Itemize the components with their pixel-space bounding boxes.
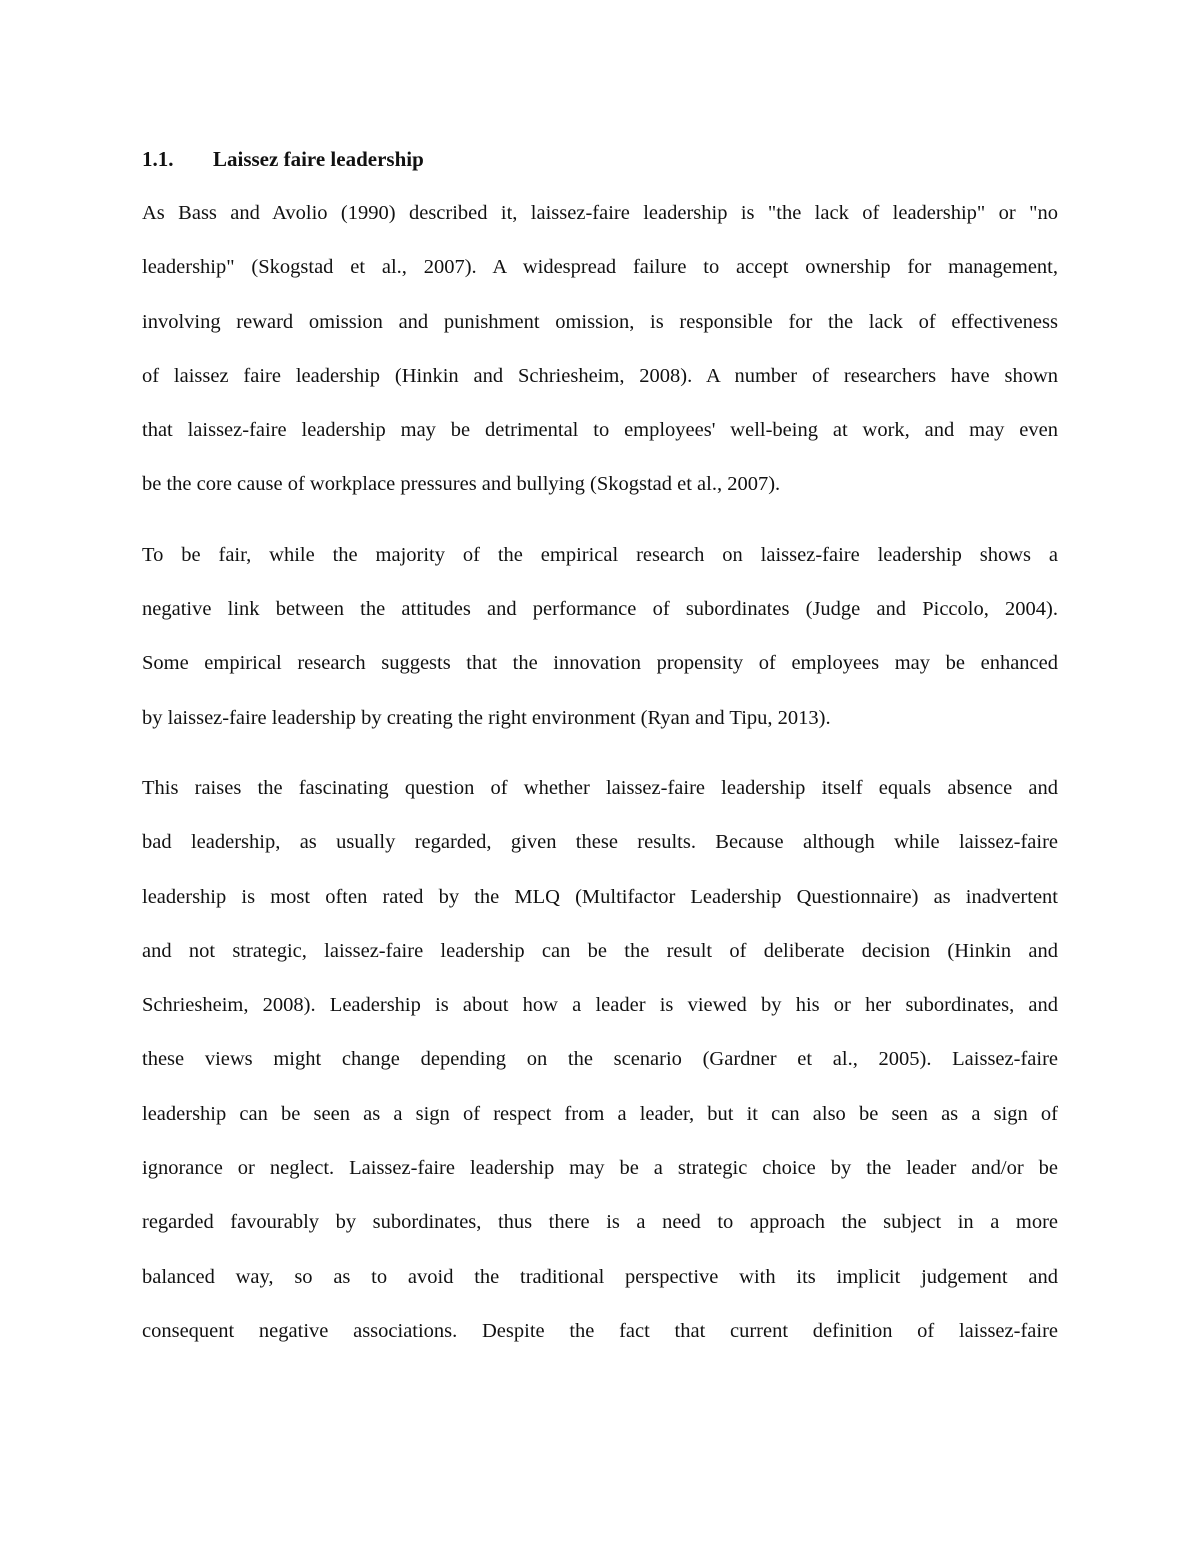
text-line: Some empirical research suggests that the innovation propensity of employees may be enhanced: [142, 652, 1058, 675]
text-line: Schriesheim, 2008). Leadership is about how a leader is viewed by his or her subordinates, and: [142, 994, 1058, 1017]
text-line: bad leadership, as usually regarded, given these results. Because although while laissez-faire: [142, 831, 1058, 854]
section-title: Laissez faire leadership: [213, 147, 424, 171]
text-line: This raises the fascinating question of whether laissez-faire leadership itself equals absence and: [142, 776, 1058, 799]
text-line: leadership" (Skogstad et al., 2007). A widespread failure to accept ownership for management,: [142, 256, 1058, 279]
paragraph-3: [142, 761, 1058, 1358]
text-line: ignorance or neglect. Laissez-faire leadership may be a strategic choice by the leader and/or be: [142, 1157, 1058, 1180]
text-line: be the core cause of workplace pressures and bullying (Skogstad et al., 2007).: [142, 473, 781, 496]
body-text: [142, 186, 1058, 1358]
text-line: consequent negative associations. Despite the fact that current definition of laissez-faire: [142, 1319, 1058, 1342]
paragraph-1: [142, 186, 1058, 512]
text-line: that laissez-faire leadership may be detrimental to employees' well-being at work, and may even: [142, 419, 1058, 442]
text-line: these views might change depending on the scenario (Gardner et al., 2005). Laissez-faire: [142, 1048, 1058, 1071]
text-line: involving reward omission and punishment omission, is responsible for the lack of effectiveness: [142, 310, 1058, 333]
text-line: by laissez-faire leadership by creating the right environment (Ryan and Tipu, 2013).: [142, 706, 831, 729]
section-number: 1.1.: [142, 147, 174, 171]
paragraph-2: [142, 528, 1058, 745]
text-line: As Bass and Avolio (1990) described it, laissez-faire leadership is "the lack of leadership" or "no: [142, 202, 1058, 224]
text-line: of laissez faire leadership (Hinkin and Schriesheim, 2008). A number of researchers have shown: [142, 364, 1058, 387]
text-line: To be fair, while the majority of the empirical research on laissez-faire leadership shows a: [142, 543, 1058, 566]
text-line: regarded favourably by subordinates, thus there is a need to approach the subject in a more: [142, 1211, 1058, 1234]
text-line: leadership is most often rated by the MLQ (Multifactor Leadership Questionnaire) as inadvertent: [142, 885, 1058, 908]
text-line: and not strategic, laissez-faire leadership can be the result of deliberate decision (Hinkin and: [142, 939, 1058, 962]
text-line: balanced way, so as to avoid the traditional perspective with its implicit judgement and: [142, 1265, 1058, 1288]
text-line: negative link between the attitudes and performance of subordinates (Judge and Piccolo, 2004).: [142, 598, 1058, 621]
text-line: leadership can be seen as a sign of respect from a leader, but it can also be seen as a sign of: [142, 1102, 1058, 1125]
section-heading: [142, 144, 1058, 174]
